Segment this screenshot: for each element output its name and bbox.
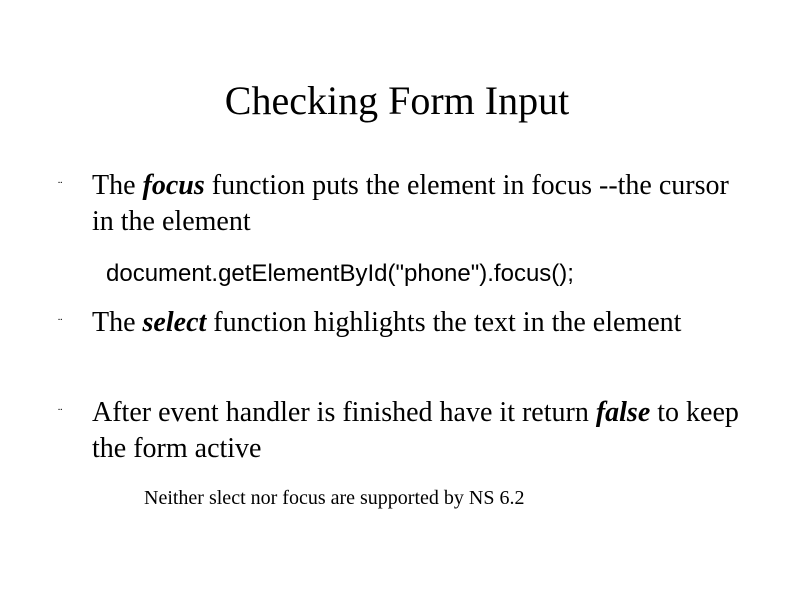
bullet-emphasis: false (595, 397, 651, 428)
footnote: Neither slect nor focus are supported by NS 6.2 (144, 487, 525, 509)
bullet-text-after: to keep the form active (92, 397, 739, 464)
bullet-text (92, 168, 752, 240)
bullet-text-before: After event handler is finished have it return (92, 397, 596, 428)
bullet-icon: ¨ (58, 315, 63, 330)
bullet-icon: ¨ (58, 405, 63, 420)
bullet-icon: ¨ (58, 178, 63, 193)
bullet-text-after: function highlights the text in the element (206, 307, 682, 338)
bullet-text (92, 305, 752, 341)
bullet-text-before: The (92, 170, 143, 201)
code-example: document.getElementById("phone").focus(); (106, 260, 574, 287)
bullet-text (92, 395, 752, 467)
slide-title: Checking Form Input (224, 78, 570, 123)
bullet-text-before: The (92, 307, 143, 338)
bullet-emphasis: focus (142, 170, 205, 201)
bullet-emphasis: select (142, 307, 207, 338)
bullet-text-after: function puts the element in focus --the cursor in the element (92, 170, 729, 237)
